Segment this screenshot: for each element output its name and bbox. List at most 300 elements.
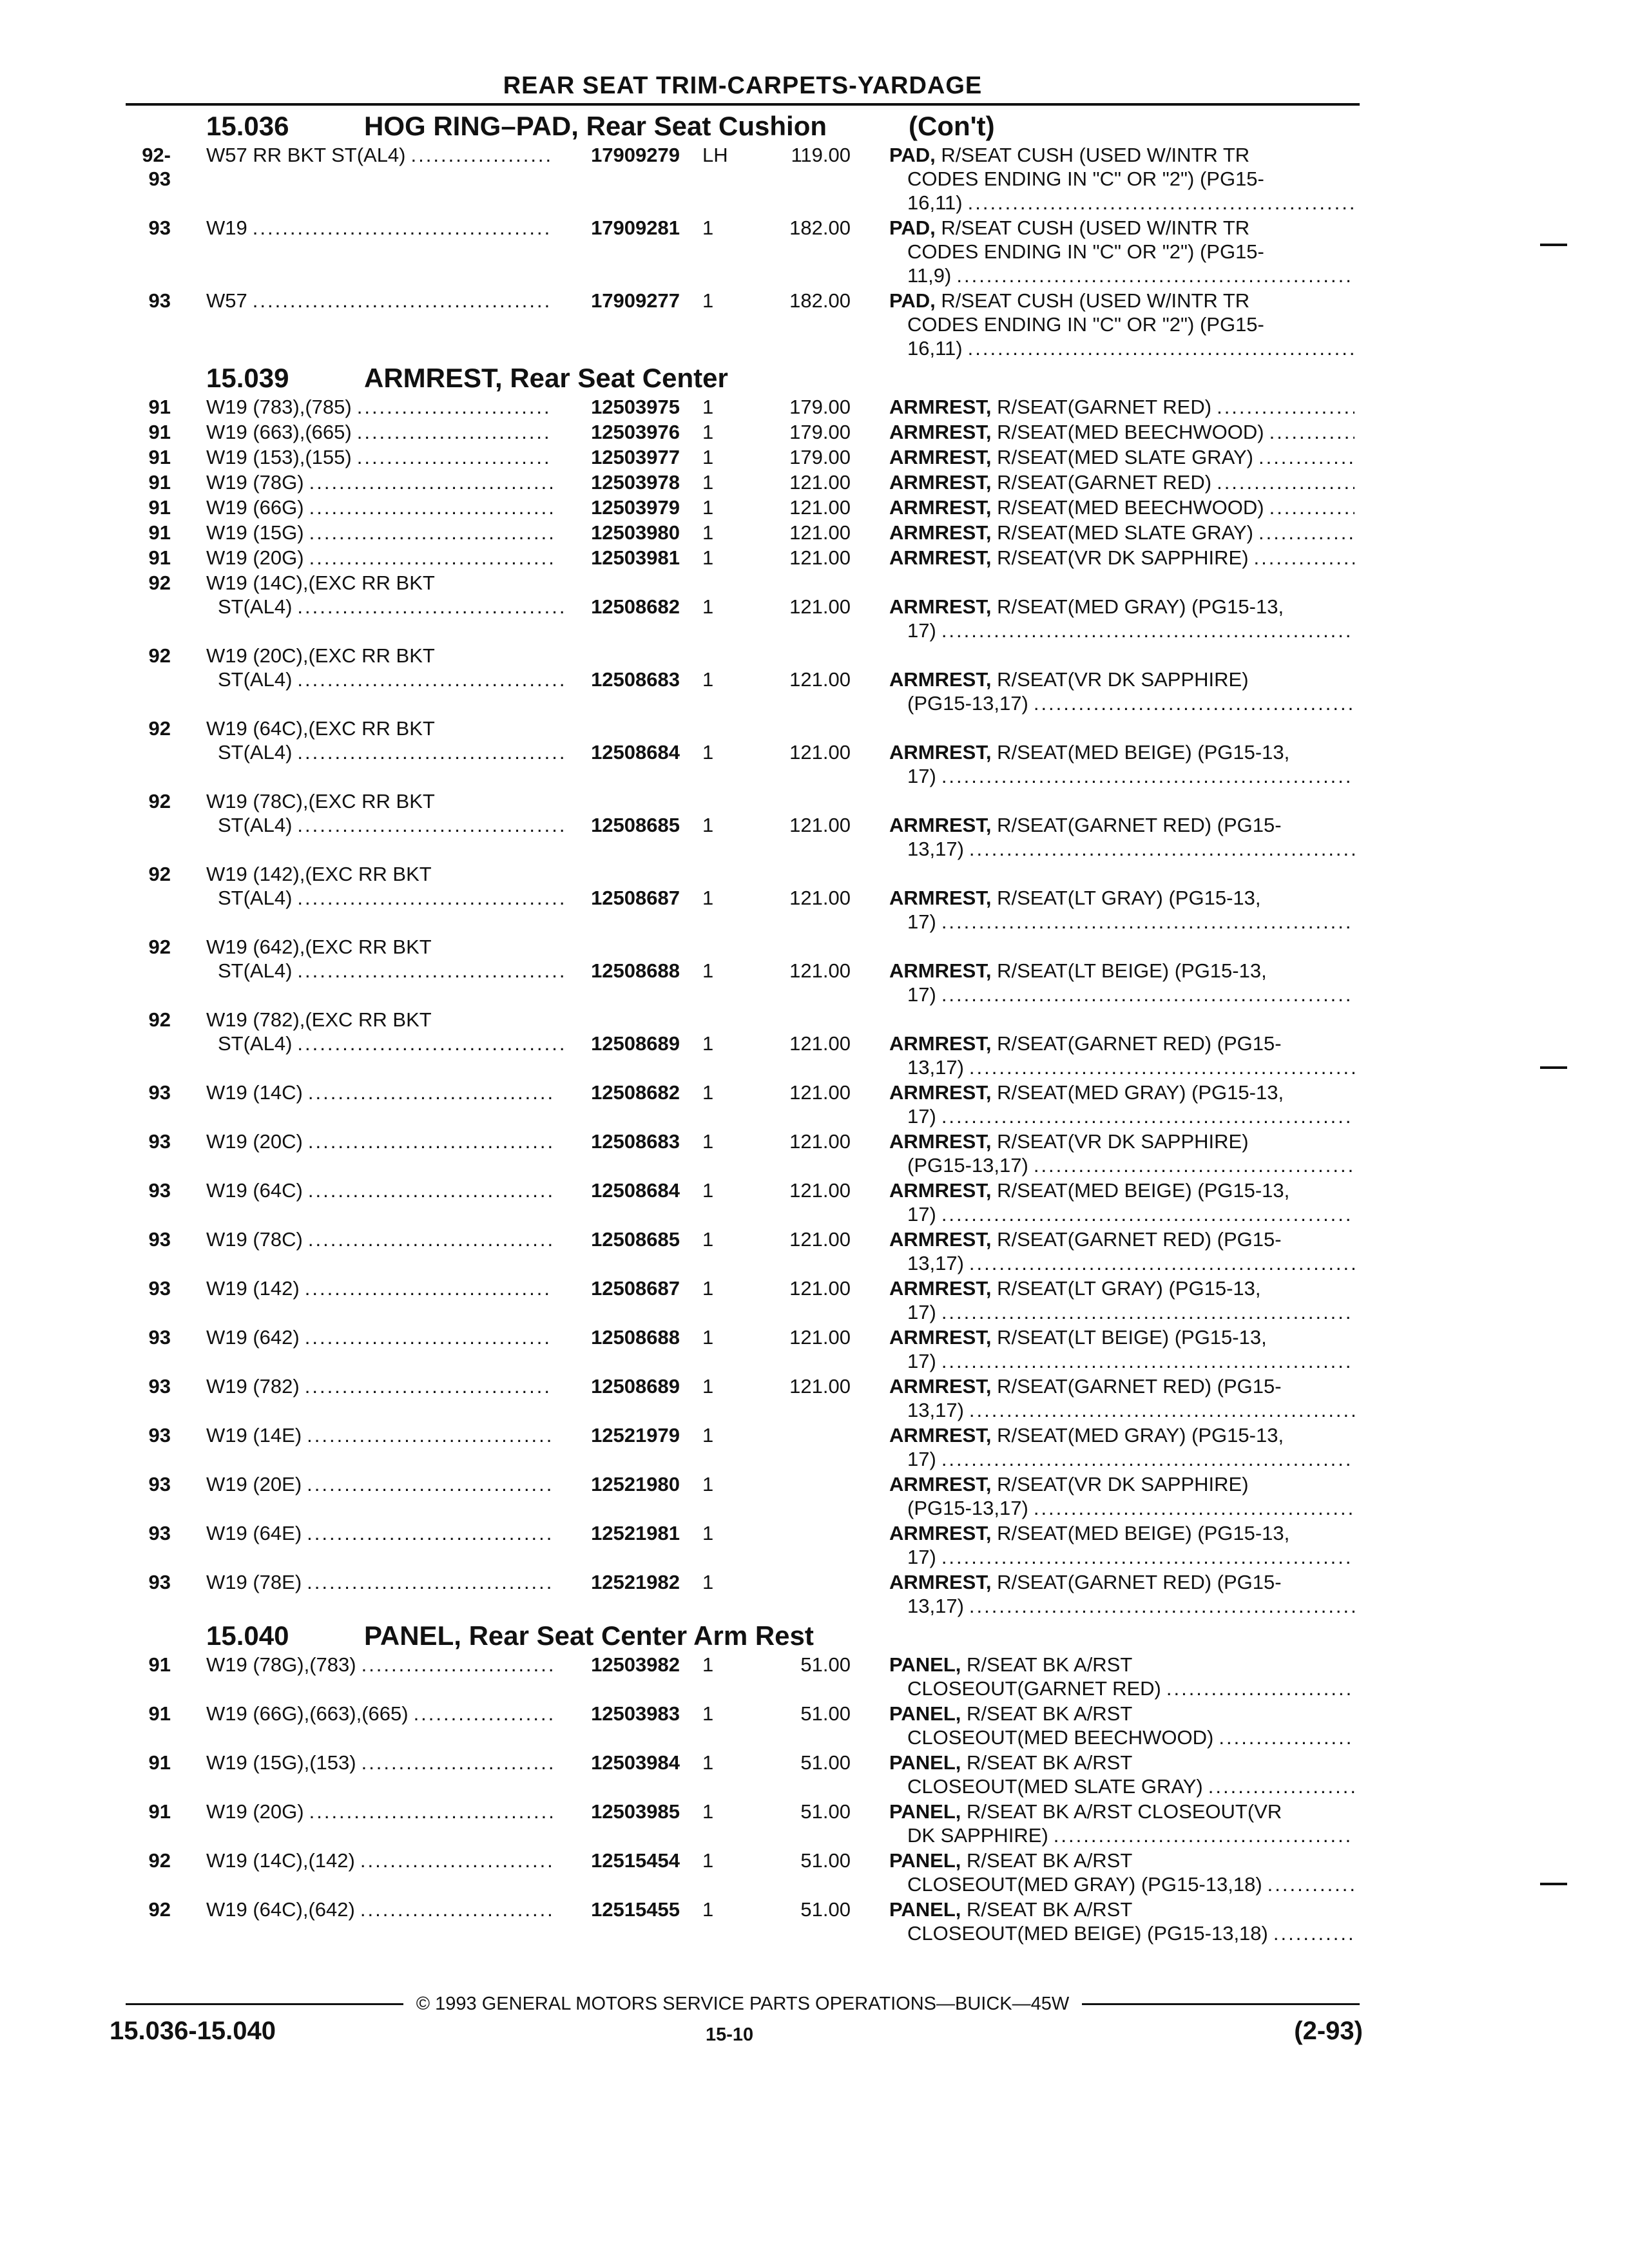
part-row xyxy=(126,289,1360,361)
part-row xyxy=(126,1702,1360,1751)
part-row xyxy=(126,1423,1360,1472)
model-year: 92 xyxy=(148,863,171,885)
description-text: R/SEAT(LT BEIGE) (PG15-13, xyxy=(997,959,1267,982)
model-code: W19 (14C) xyxy=(206,1081,303,1104)
description-text: R/SEAT BK A/RST xyxy=(967,1849,1133,1872)
quantity: 1 xyxy=(702,887,714,909)
part-row xyxy=(126,571,1360,644)
description-text: 16,11) xyxy=(907,191,963,214)
description-line xyxy=(889,691,1360,715)
model-year: 91 xyxy=(148,1751,171,1774)
description-text: R/SEAT BK A/RST CLOSEOUT(VR xyxy=(967,1800,1282,1823)
part-number: 12503984 xyxy=(591,1751,680,1774)
footer-rule-left xyxy=(126,2003,403,2005)
section-heading xyxy=(126,361,1360,395)
model-code: W19 (64C) xyxy=(206,1179,303,1202)
model-line xyxy=(206,521,557,544)
part-number: 12503982 xyxy=(591,1653,680,1676)
part-row xyxy=(126,644,1360,716)
leader-dots xyxy=(1054,1823,1354,1847)
leader-dots xyxy=(309,521,552,544)
leader-dots xyxy=(941,1545,1354,1569)
description-keyword: ARMREST, xyxy=(889,1424,992,1446)
quantity: 1 xyxy=(702,1653,714,1676)
leader-dots xyxy=(941,619,1354,642)
leader-dots xyxy=(1269,420,1354,444)
part-row xyxy=(126,1521,1360,1570)
description-line xyxy=(889,1129,1360,1153)
description-text: 11,9) xyxy=(907,264,952,287)
part-number: 12503983 xyxy=(591,1702,680,1725)
model-code: W19 (14E) xyxy=(206,1424,302,1446)
model-year: 93 xyxy=(148,1424,171,1446)
part-number: 12521981 xyxy=(591,1522,680,1544)
description-line xyxy=(889,336,1360,360)
description-keyword: ARMREST, xyxy=(889,1375,992,1398)
leader-dots xyxy=(309,1800,552,1823)
leader-dots xyxy=(297,740,564,764)
list-price: 121.00 xyxy=(789,741,851,764)
part-description xyxy=(889,216,1360,287)
part-description xyxy=(889,1472,1360,1520)
description-text: R/SEAT(GARNET RED) xyxy=(997,396,1212,418)
description-text: R/SEAT BK A/RST xyxy=(967,1898,1133,1921)
part-number: 12508683 xyxy=(591,1130,680,1153)
model-line xyxy=(206,546,557,570)
leader-dots xyxy=(941,764,1354,788)
model-line xyxy=(206,1521,557,1545)
part-row xyxy=(126,1178,1360,1227)
part-description xyxy=(889,1032,1360,1079)
quantity: 1 xyxy=(702,496,714,519)
model-line xyxy=(206,395,557,419)
part-description xyxy=(889,1081,1360,1128)
description-line xyxy=(889,1374,1360,1398)
model-code: W19 (642),(EXC RR BKT xyxy=(206,936,432,958)
part-row xyxy=(126,1898,1360,1946)
list-price: 121.00 xyxy=(789,1326,851,1349)
description-text: R/SEAT(GARNET RED) (PG15- xyxy=(997,1228,1282,1251)
part-row xyxy=(126,216,1360,289)
description-text: R/SEAT BK A/RST xyxy=(967,1653,1133,1676)
leader-dots xyxy=(969,1398,1354,1422)
list-price: 179.00 xyxy=(789,446,851,468)
leader-dots xyxy=(956,264,1354,287)
quantity: 1 xyxy=(702,1702,714,1725)
description-line xyxy=(889,1227,1360,1251)
description-keyword: ARMREST, xyxy=(889,421,992,443)
part-description xyxy=(889,886,1360,934)
model-code: ST(AL4) xyxy=(218,741,293,764)
description-text: 17) xyxy=(907,1203,936,1225)
description-keyword: PANEL, xyxy=(889,1653,961,1676)
part-row xyxy=(126,1008,1360,1081)
description-line xyxy=(889,1751,1360,1774)
model-code: W19 (642) xyxy=(206,1326,300,1349)
model-line xyxy=(206,1653,557,1677)
leader-dots xyxy=(308,1178,552,1202)
leader-dots xyxy=(941,1300,1354,1324)
description-keyword: ARMREST, xyxy=(889,521,992,544)
description-line xyxy=(889,1521,1360,1545)
part-description xyxy=(889,1702,1360,1749)
model-line xyxy=(206,1325,557,1349)
description-keyword: ARMREST, xyxy=(889,546,992,569)
model-code: ST(AL4) xyxy=(218,595,293,618)
model-year: 91 xyxy=(148,521,171,544)
part-number: 12503979 xyxy=(591,496,680,519)
model-line xyxy=(206,886,569,910)
description-line xyxy=(889,983,1360,1006)
model-year: 91 xyxy=(148,1702,171,1725)
list-price: 51.00 xyxy=(800,1751,851,1774)
part-row xyxy=(126,1472,1360,1521)
part-number: 12508685 xyxy=(591,1228,680,1251)
part-row xyxy=(126,445,1360,470)
list-price: 121.00 xyxy=(789,1032,851,1055)
model-line xyxy=(206,789,677,813)
leader-dots xyxy=(360,1849,552,1872)
footer-date-code: (2-93) xyxy=(1294,2017,1363,2045)
part-description xyxy=(889,1129,1360,1177)
catalog-page xyxy=(126,70,1360,1946)
description-text: 13,17) xyxy=(907,1399,964,1421)
description-text: 17) xyxy=(907,1448,936,1470)
list-price: 121.00 xyxy=(789,471,851,494)
part-number: 12508688 xyxy=(591,959,680,982)
part-row xyxy=(126,395,1360,420)
quantity: 1 xyxy=(702,1849,714,1872)
leader-dots xyxy=(941,910,1354,934)
description-line xyxy=(889,1251,1360,1275)
model-code: W19 (142),(EXC RR BKT xyxy=(206,863,432,885)
part-description xyxy=(889,1178,1360,1226)
description-line xyxy=(889,1178,1360,1202)
part-number: 12508685 xyxy=(591,814,680,836)
leader-dots xyxy=(297,813,564,837)
leader-dots xyxy=(1254,546,1354,570)
list-price: 51.00 xyxy=(800,1702,851,1725)
list-price: 182.00 xyxy=(789,216,851,239)
description-text: R/SEAT BK A/RST xyxy=(967,1751,1133,1774)
leader-dots xyxy=(305,1276,552,1300)
description-keyword: ARMREST, xyxy=(889,1326,992,1349)
list-price: 121.00 xyxy=(789,668,851,691)
model-code: W19 (782) xyxy=(206,1375,300,1398)
quantity: 1 xyxy=(702,216,714,239)
quantity: 1 xyxy=(702,668,714,691)
model-line xyxy=(206,1374,557,1398)
description-line xyxy=(889,143,1360,167)
model-line xyxy=(206,289,557,312)
description-keyword: PAD, xyxy=(889,289,936,312)
leader-dots xyxy=(360,1898,552,1921)
part-row xyxy=(126,495,1360,521)
leader-dots xyxy=(969,1251,1354,1275)
model-line xyxy=(206,470,557,494)
description-text: R/SEAT(MED SLATE GRAY) xyxy=(997,446,1253,468)
part-row xyxy=(126,935,1360,1008)
quantity: 1 xyxy=(702,1081,714,1104)
quantity: 1 xyxy=(702,471,714,494)
model-code: W19 (78E) xyxy=(206,1571,302,1593)
model-line xyxy=(206,595,569,619)
model-code: ST(AL4) xyxy=(218,814,293,836)
description-text: R/SEAT CUSH (USED W/INTR TR xyxy=(941,289,1250,312)
quantity: 1 xyxy=(702,1898,714,1921)
leader-dots xyxy=(968,191,1354,215)
description-text: 17) xyxy=(907,983,936,1006)
description-text: 13,17) xyxy=(907,1056,964,1079)
model-code: W57 xyxy=(206,289,247,312)
model-year: 93 xyxy=(148,1081,171,1104)
section-number: 15.039 xyxy=(206,363,289,393)
part-description xyxy=(889,395,1360,419)
description-line xyxy=(889,1032,1360,1055)
description-line xyxy=(889,1545,1360,1569)
model-year: 93 xyxy=(148,1473,171,1495)
leader-dots xyxy=(969,1594,1354,1618)
list-price: 121.00 xyxy=(789,521,851,544)
leader-dots xyxy=(309,546,552,570)
description-text: 17) xyxy=(907,1105,936,1128)
part-description xyxy=(889,1227,1360,1275)
model-year: 93 xyxy=(148,1179,171,1202)
quantity: 1 xyxy=(702,595,714,618)
description-line xyxy=(889,1055,1360,1079)
model-code: W19 (15G),(153) xyxy=(206,1751,356,1774)
description-line xyxy=(889,1677,1360,1700)
model-line xyxy=(206,1849,557,1872)
description-keyword: ARMREST, xyxy=(889,959,992,982)
leader-dots xyxy=(1219,1725,1354,1749)
leader-dots xyxy=(941,1104,1354,1128)
description-line xyxy=(889,1104,1360,1128)
leader-dots xyxy=(307,1570,552,1594)
part-description xyxy=(889,1521,1360,1569)
description-keyword: ARMREST, xyxy=(889,471,992,494)
model-year: 93 xyxy=(148,1326,171,1349)
description-keyword: ARMREST, xyxy=(889,595,992,618)
model-code: W19 (782),(EXC RR BKT xyxy=(206,1008,432,1031)
model-code: W19 (783),(785) xyxy=(206,396,352,418)
model-year: 93 xyxy=(148,1522,171,1544)
model-year: 91 xyxy=(148,396,171,418)
description-line xyxy=(889,289,1360,312)
description-line xyxy=(889,619,1360,642)
leader-dots xyxy=(357,395,552,419)
description-line xyxy=(889,1898,1360,1921)
description-text: R/SEAT(LT BEIGE) (PG15-13, xyxy=(997,1326,1267,1349)
model-code: W19 (153),(155) xyxy=(206,446,352,468)
model-code: W19 (66G) xyxy=(206,496,304,519)
quantity: 1 xyxy=(702,1571,714,1593)
leader-dots xyxy=(253,289,552,312)
description-line xyxy=(889,1349,1360,1373)
description-keyword: PANEL, xyxy=(889,1751,961,1774)
leader-dots xyxy=(1034,691,1354,715)
part-number: 12521980 xyxy=(591,1473,680,1495)
page-header-title: REAR SEAT TRIM-CARPETS-YARDAGE xyxy=(503,72,983,99)
description-text: 17) xyxy=(907,1301,936,1323)
part-description xyxy=(889,813,1360,861)
list-price: 121.00 xyxy=(789,546,851,569)
leader-dots xyxy=(1269,495,1354,519)
leader-dots xyxy=(941,1447,1354,1471)
description-text: R/SEAT(MED BEIGE) (PG15-13, xyxy=(997,1522,1290,1544)
part-description xyxy=(889,1570,1360,1618)
quantity: 1 xyxy=(702,1032,714,1055)
model-code: W19 (142) xyxy=(206,1277,300,1300)
model-line xyxy=(206,1570,557,1594)
description-text: 17) xyxy=(907,765,936,787)
model-code: W19 (20G) xyxy=(206,1800,304,1823)
model-year: 93 xyxy=(148,1277,171,1300)
description-text: 13,17) xyxy=(907,1595,964,1617)
description-line xyxy=(889,1153,1360,1177)
model-year: 92 xyxy=(148,790,171,812)
description-text: 17) xyxy=(907,910,936,933)
model-line xyxy=(206,143,557,167)
leader-dots xyxy=(309,495,552,519)
leader-dots xyxy=(968,336,1354,360)
leader-dots xyxy=(253,216,552,240)
part-description xyxy=(889,1374,1360,1422)
page-footer xyxy=(110,1991,1363,2049)
description-line xyxy=(889,668,1360,691)
model-code: W19 (64E) xyxy=(206,1522,302,1544)
model-year: 92-93 xyxy=(142,144,171,190)
part-row xyxy=(126,862,1360,935)
leader-dots xyxy=(1208,1774,1354,1798)
description-line xyxy=(889,1202,1360,1226)
part-row xyxy=(126,1081,1360,1129)
quantity: LH xyxy=(702,144,728,166)
description-line xyxy=(889,1325,1360,1349)
part-number: 12503981 xyxy=(591,546,680,569)
description-keyword: ARMREST, xyxy=(889,1473,992,1495)
description-keyword: ARMREST, xyxy=(889,1179,992,1202)
part-row xyxy=(126,1129,1360,1178)
leader-dots xyxy=(969,837,1354,861)
description-text: 17) xyxy=(907,1546,936,1568)
list-price: 51.00 xyxy=(800,1849,851,1872)
model-code: W19 (78G),(783) xyxy=(206,1653,356,1676)
margin-tick-mark xyxy=(1540,1066,1567,1069)
part-row xyxy=(126,716,1360,789)
list-price: 51.00 xyxy=(800,1800,851,1823)
description-text: R/SEAT(MED BEECHWOOD) xyxy=(997,496,1264,519)
part-number: 12515454 xyxy=(591,1849,680,1872)
description-keyword: ARMREST, xyxy=(889,668,992,691)
description-line xyxy=(889,1725,1360,1749)
description-line xyxy=(889,1702,1360,1725)
description-text: 17) xyxy=(907,619,936,642)
part-description xyxy=(889,1898,1360,1945)
description-text: R/SEAT(MED BEECHWOOD) xyxy=(997,421,1264,443)
part-number: 12508683 xyxy=(591,668,680,691)
model-line xyxy=(206,1751,557,1774)
leader-dots xyxy=(307,1521,552,1545)
leader-dots xyxy=(361,1653,552,1677)
part-description xyxy=(889,445,1360,469)
model-code: W19 (14C),(142) xyxy=(206,1849,355,1872)
part-row xyxy=(126,1374,1360,1423)
quantity: 1 xyxy=(702,741,714,764)
description-text: R/SEAT(GARNET RED) (PG15- xyxy=(997,814,1282,836)
description-text: 13,17) xyxy=(907,1252,964,1274)
description-keyword: ARMREST, xyxy=(889,1032,992,1055)
part-row xyxy=(126,1653,1360,1702)
quantity: 1 xyxy=(702,1424,714,1446)
footer-copyright: © 1993 GENERAL MOTORS SERVICE PARTS OPERATIONS—BUICK—45W xyxy=(416,1993,1070,2014)
leader-dots xyxy=(307,1423,552,1447)
list-price: 121.00 xyxy=(789,814,851,836)
list-price: 179.00 xyxy=(789,421,851,443)
description-line xyxy=(889,1300,1360,1324)
part-number: 12508689 xyxy=(591,1375,680,1398)
description-text: R/SEAT(MED BEIGE) (PG15-13, xyxy=(997,1179,1290,1202)
model-code: ST(AL4) xyxy=(218,959,293,982)
description-keyword: ARMREST, xyxy=(889,741,992,764)
leader-dots xyxy=(305,1325,552,1349)
part-number: 12503975 xyxy=(591,396,680,418)
description-keyword: ARMREST, xyxy=(889,1081,992,1104)
part-number: 17909279 xyxy=(591,144,680,166)
description-line xyxy=(889,740,1360,764)
description-line xyxy=(889,1774,1360,1798)
description-line xyxy=(889,910,1360,934)
list-price: 51.00 xyxy=(800,1898,851,1921)
quantity: 1 xyxy=(702,1375,714,1398)
model-line xyxy=(206,740,569,764)
description-line xyxy=(889,1081,1360,1104)
list-price: 119.00 xyxy=(791,144,851,166)
leader-dots xyxy=(297,595,564,619)
leader-dots xyxy=(305,1374,552,1398)
part-number: 12508687 xyxy=(591,1277,680,1300)
list-price: 121.00 xyxy=(789,887,851,909)
part-description xyxy=(889,495,1360,519)
model-year: 93 xyxy=(148,216,171,239)
description-line xyxy=(889,595,1360,619)
leader-dots xyxy=(941,983,1354,1006)
leader-dots xyxy=(1273,1921,1354,1945)
part-number: 12508689 xyxy=(591,1032,680,1055)
model-line xyxy=(206,716,677,740)
model-line xyxy=(206,1081,557,1104)
description-keyword: ARMREST, xyxy=(889,446,992,468)
description-line xyxy=(889,521,1360,544)
part-number: 12503977 xyxy=(591,446,680,468)
leader-dots xyxy=(1268,1872,1354,1896)
description-text: DK SAPPHIRE) xyxy=(907,1824,1048,1847)
model-code: W19 (78C),(EXC RR BKT xyxy=(206,790,435,812)
description-keyword: PANEL, xyxy=(889,1702,961,1725)
description-text: R/SEAT(GARNET RED) xyxy=(997,471,1212,494)
description-text: R/SEAT BK A/RST xyxy=(967,1702,1133,1725)
leader-dots xyxy=(1258,445,1354,469)
part-number: 12503976 xyxy=(591,421,680,443)
description-line xyxy=(889,1823,1360,1847)
list-price: 121.00 xyxy=(789,496,851,519)
section-heading xyxy=(126,110,1360,143)
quantity: 1 xyxy=(702,546,714,569)
description-text: R/SEAT CUSH (USED W/INTR TR xyxy=(941,216,1250,239)
description-text: (PG15-13,17) xyxy=(907,692,1028,715)
model-line xyxy=(206,1702,557,1725)
model-line xyxy=(206,445,557,469)
